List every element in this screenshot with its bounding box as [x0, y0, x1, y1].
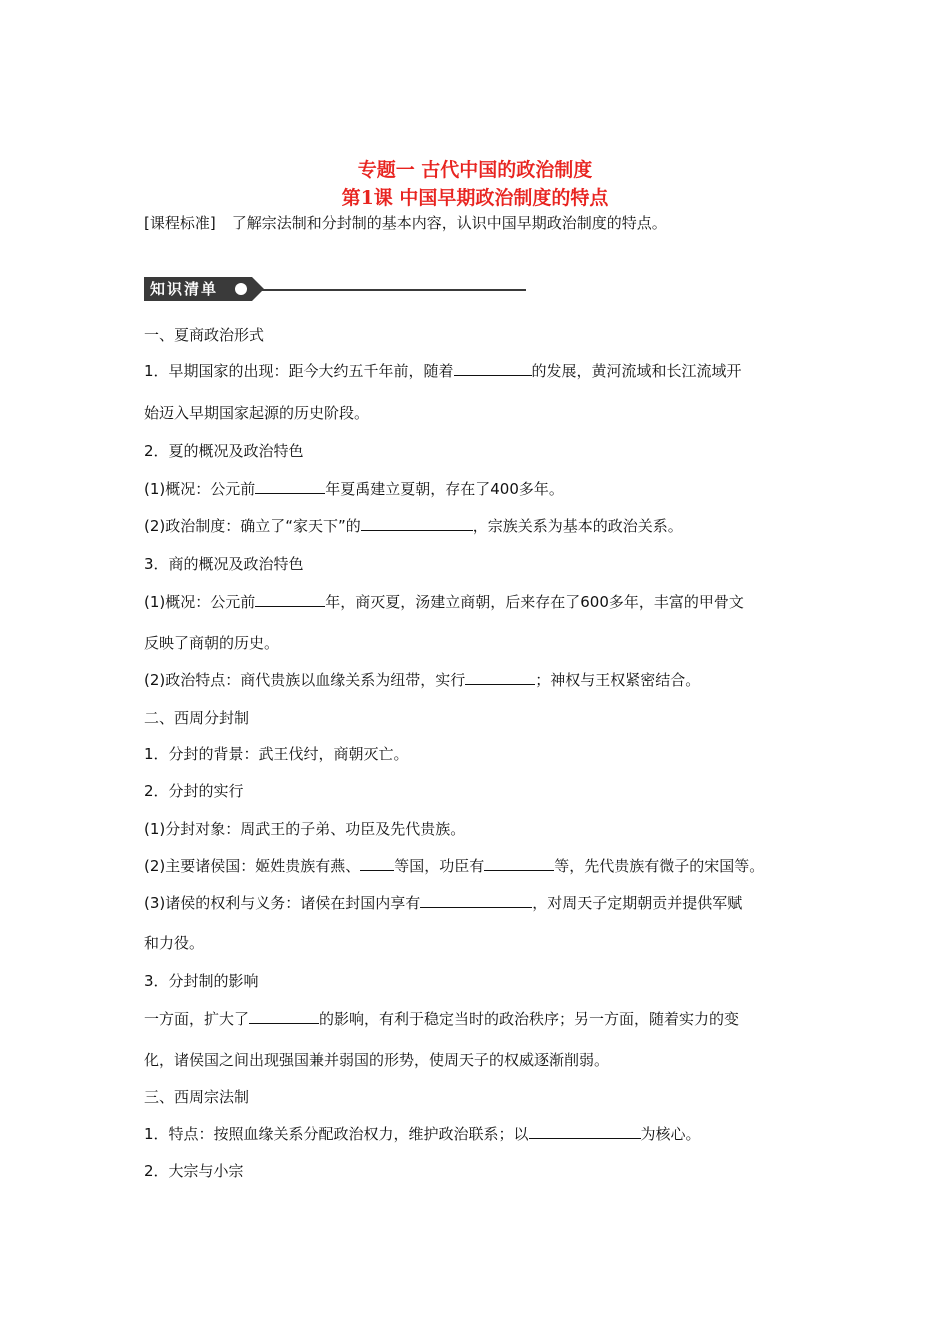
text: 等国，功臣有 [394, 857, 485, 875]
section-heading: 三、西周宗法制 [144, 1088, 250, 1106]
paragraph [144, 1123, 701, 1145]
knowledge-list-banner [144, 277, 526, 301]
paragraph [144, 855, 764, 877]
paragraph: 始迈入早期国家起源的历史阶段。 [144, 404, 370, 422]
fill-blank[interactable] [465, 670, 535, 685]
paragraph: 反映了商朝的历史。 [144, 634, 280, 652]
paragraph: 和力役。 [144, 934, 205, 952]
paragraph: 化，诸侯国之间出现强国兼并弱国的形势，使周天子的权威逐渐削弱。 [144, 1051, 610, 1069]
paragraph [144, 1008, 739, 1030]
fill-blank[interactable] [255, 479, 325, 494]
text: 的影响，有利于稳定当时的政治秩序；另一方面，随着实力的变 [319, 1010, 740, 1028]
subheading: 3．分封制的影响 [144, 972, 259, 990]
text: (2)政治制度：确立了“家天下”的 [144, 517, 361, 535]
text: (2)主要诸侯国：姬姓贵族有燕、 [144, 857, 361, 875]
text: 一方面，扩大了 [144, 1010, 250, 1028]
paragraph [144, 669, 700, 691]
fill-blank[interactable] [249, 1009, 319, 1024]
course-standard [144, 212, 667, 234]
fill-blank[interactable] [361, 516, 473, 531]
subheading: 2．大宗与小宗 [144, 1162, 244, 1180]
paragraph [144, 360, 742, 382]
lesson-title: 第1课 中国早期政治制度的特点 [341, 187, 609, 209]
text: (1)概况：公元前 [144, 480, 256, 498]
paragraph [144, 892, 742, 914]
banner-label: 知识清单 [144, 277, 252, 301]
fill-blank[interactable] [454, 361, 532, 376]
text: ，宗族关系为基本的政治关系。 [472, 517, 683, 535]
paragraph: 1．分封的背景：武王伐纣，商朝灭亡。 [144, 745, 409, 763]
subheading: 2．分封的实行 [144, 782, 244, 800]
subheading: 3．商的概况及政治特色 [144, 555, 304, 573]
paragraph [144, 478, 564, 500]
text: 1．早期国家的出现：距今大约五千年前，随着 [144, 362, 454, 380]
standard-text: 了解宗法制和分封制的基本内容，认识中国早期政治制度的特点。 [231, 214, 667, 232]
section-heading: 一、夏商政治形式 [144, 326, 265, 344]
fill-blank[interactable] [420, 893, 532, 908]
text: 年夏禹建立夏朝，存在了400多年。 [325, 480, 564, 498]
text: ，对周天子定期朝贡并提供军赋 [532, 894, 743, 912]
text: 年，商灭夏，汤建立商朝，后来存在了600多年，丰富的甲骨文 [325, 593, 744, 611]
text: 为核心。 [640, 1125, 701, 1143]
fill-blank[interactable] [255, 592, 325, 607]
text: (3)诸侯的权利与义务：诸侯在封国内享有 [144, 894, 421, 912]
topic-title: 专题一 古代中国的政治制度 [357, 159, 593, 181]
text: (2)政治特点：商代贵族以血缘关系为纽带，实行 [144, 671, 466, 689]
section-heading: 二、西周分封制 [144, 709, 250, 727]
text: 等，先代贵族有微子的宋国等。 [554, 857, 765, 875]
fill-blank[interactable] [484, 856, 554, 871]
banner-divider [262, 289, 526, 291]
bullet-dot-icon [235, 283, 247, 295]
paragraph: (1)分封对象：周武王的子弟、功臣及先代贵族。 [144, 820, 466, 838]
subheading: 2．夏的概况及政治特色 [144, 442, 304, 460]
fill-blank[interactable] [360, 856, 394, 871]
text: 1．特点：按照血缘关系分配政治权力，维护政治联系；以 [144, 1125, 529, 1143]
paragraph [144, 515, 683, 537]
text: (1)概况：公元前 [144, 593, 256, 611]
fill-blank[interactable] [529, 1124, 641, 1139]
text: 的发展，黄河流域和长江流域开 [531, 362, 742, 380]
standard-label: [课程标准] [144, 214, 216, 232]
paragraph [144, 591, 744, 613]
text: ；神权与王权紧密结合。 [535, 671, 701, 689]
